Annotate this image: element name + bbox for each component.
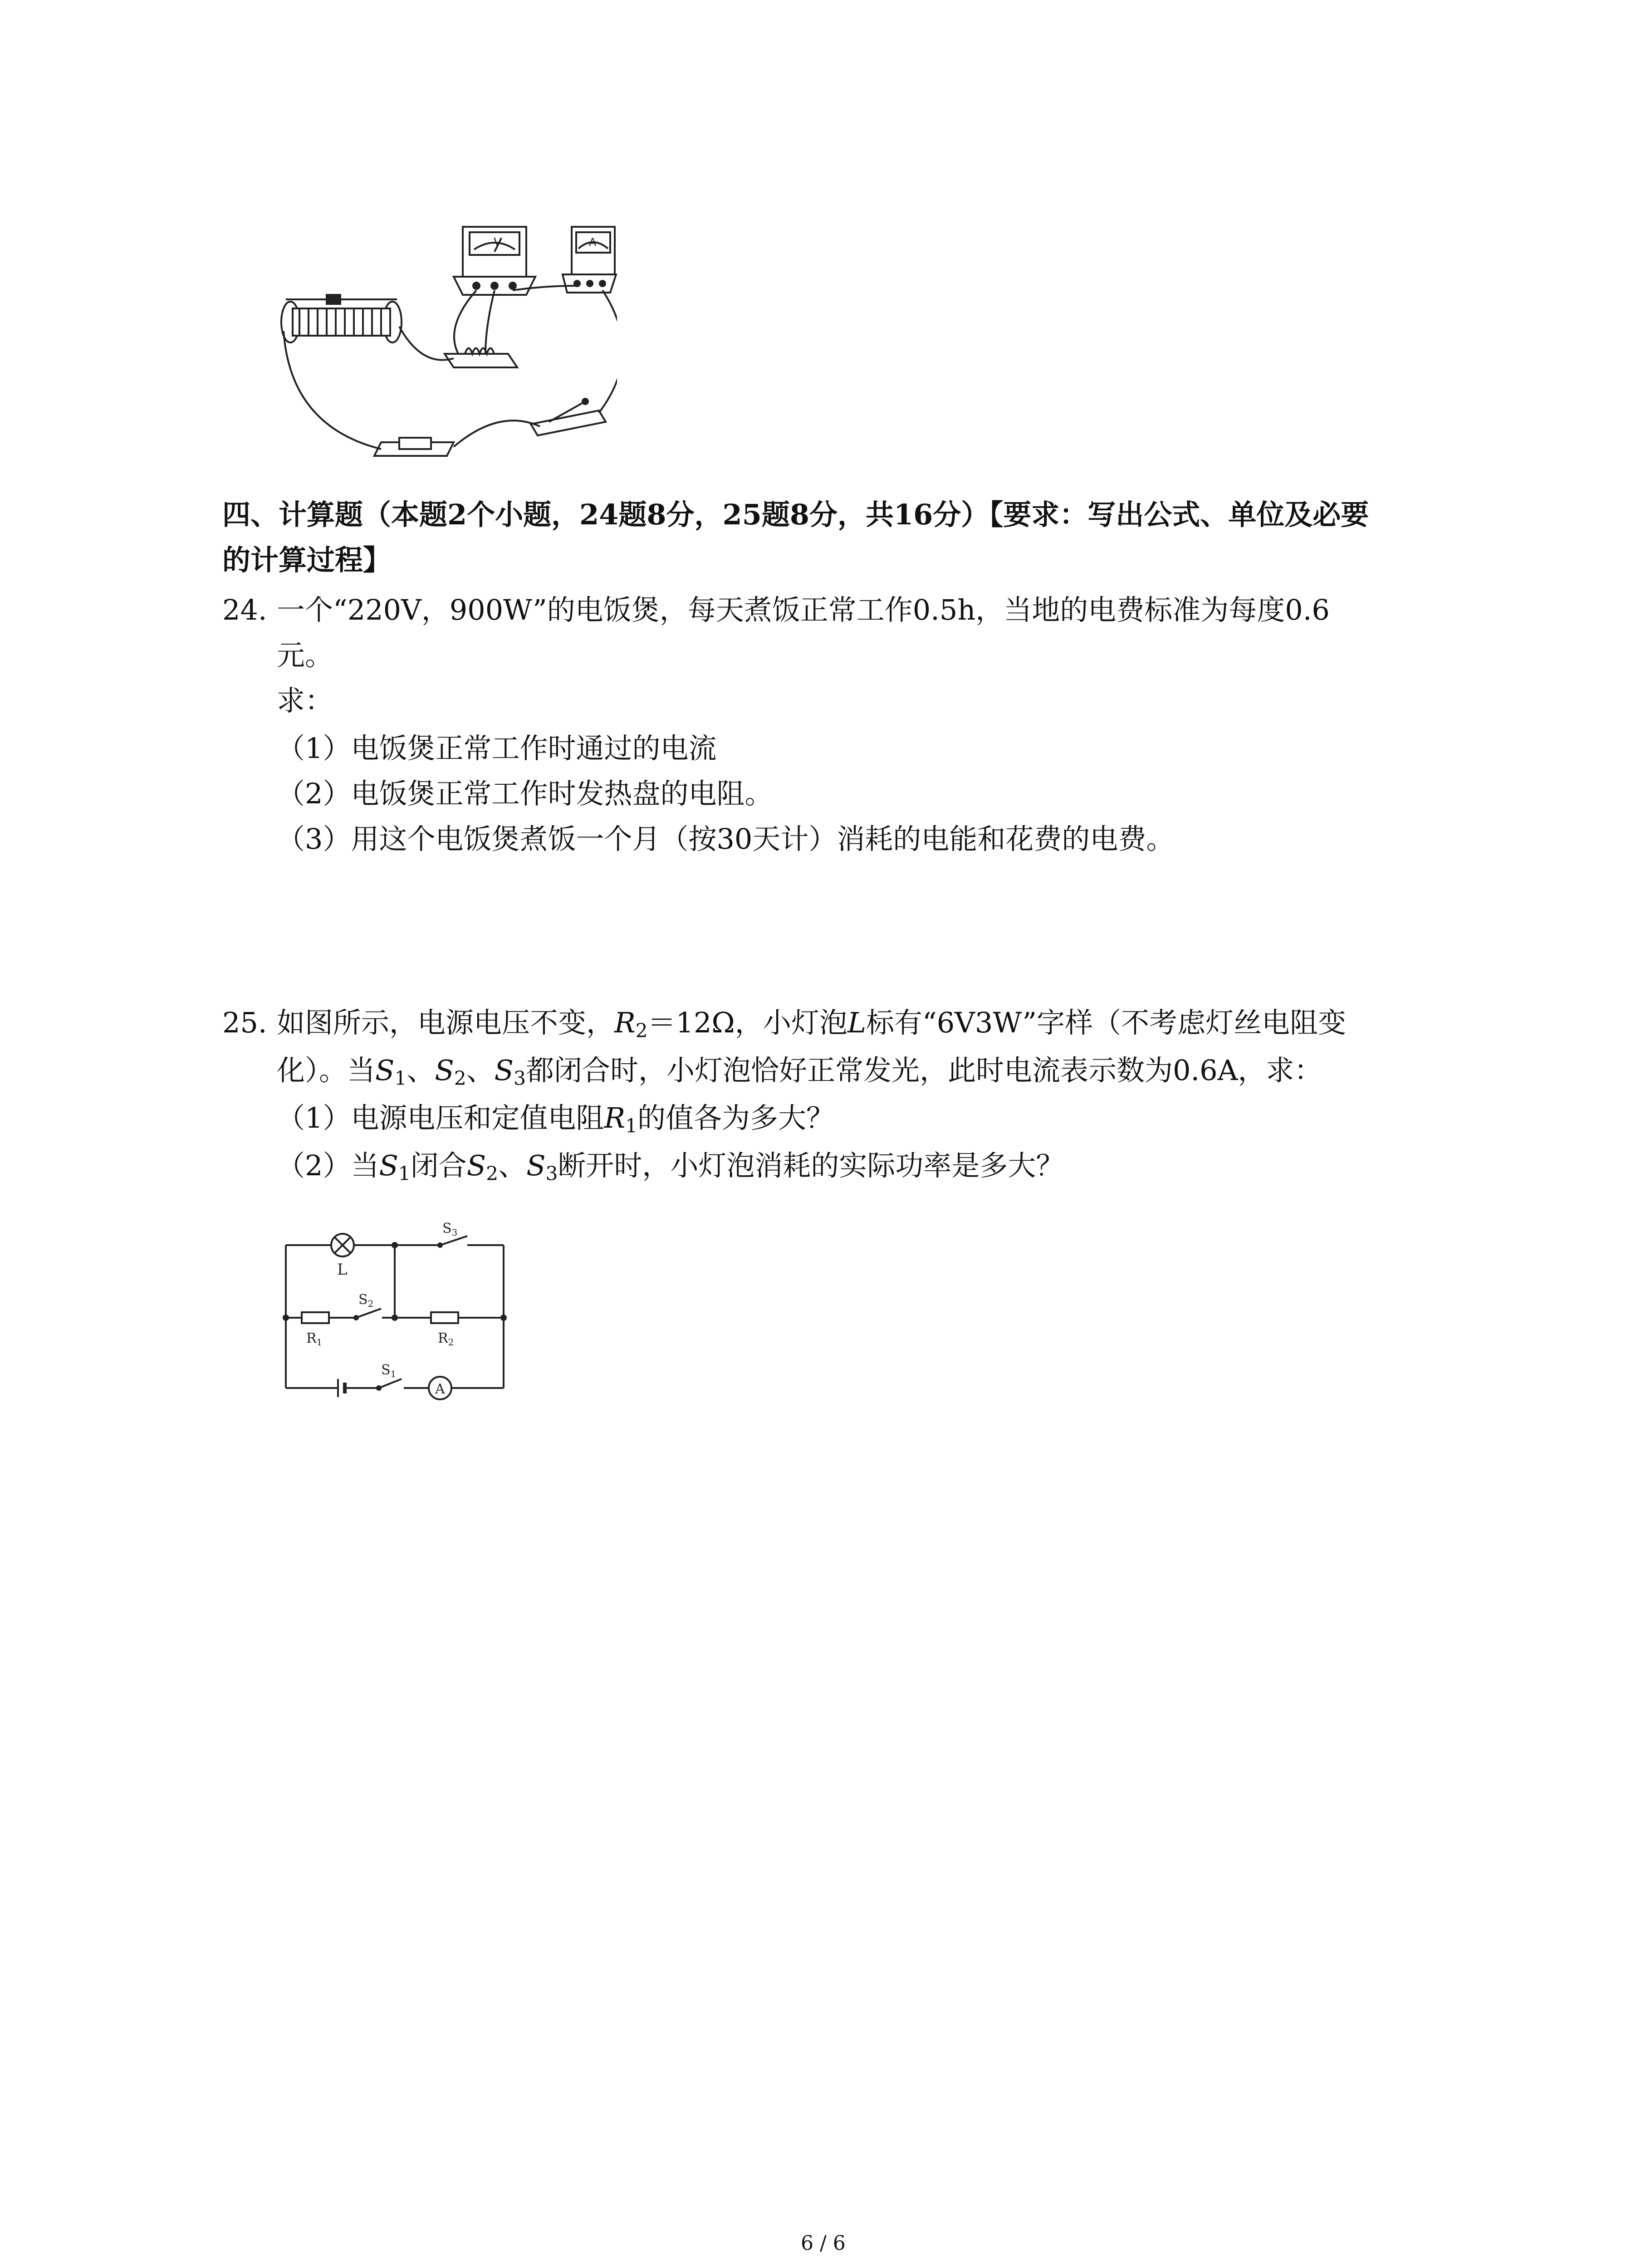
lamp-label: L [337, 1261, 348, 1279]
s1-switch-icon [377, 1379, 402, 1390]
rheostat-icon [281, 295, 402, 342]
svg-text:R2: $R_2$ [438, 1330, 454, 1348]
r2-label: R [438, 1330, 448, 1346]
q25-item-1: （1）电源电压和定值电阻$R_1$的值各为多大？ [277, 1101, 834, 1137]
q25-line2: 化）。当$S_1$、$S_2$、$S_3$都闭合时，小灯泡恰好正常发光，此时电流表示数为0.6A，求： [277, 1054, 1323, 1090]
r1-resistor-icon [302, 1312, 329, 1323]
q24-item-3: （3）用这个电饭煲煮饭一个月（按30天计）消耗的电能和花费的电费。 [277, 822, 1175, 855]
r2-resistor-icon [431, 1312, 458, 1323]
r1-label: R [306, 1330, 317, 1346]
apparatus-illustration [272, 218, 617, 472]
s3-label: S [442, 1221, 452, 1237]
section-heading-line1: 四、计算题（本题2个小题，24题8分，25题8分，共16分）【要求：写出公式、单位及必要 [222, 498, 1369, 531]
ammeter-meter-label: A [589, 236, 597, 249]
lamp-icon [331, 1234, 354, 1256]
q24-ask: 求： [277, 684, 333, 717]
q25-line1: 如图所示，电源电压不变，$R_2=12\Omega$，小灯泡L标有“6V3W”字样（不考虑灯丝电阻变 [277, 1006, 1346, 1042]
svg-text:S1: $S_1$ [381, 1362, 397, 1379]
ammeter-label: A [435, 1381, 445, 1397]
s2-label: S [358, 1292, 368, 1308]
battery-icon [374, 438, 454, 456]
s2-switch-icon [354, 1309, 381, 1320]
q24-stem-line2: 元。 [277, 639, 333, 672]
svg-text:S2: $S_2$ [358, 1292, 374, 1309]
s1-label: S [381, 1362, 391, 1378]
section-heading-line2: 的计算过程】 [222, 543, 392, 577]
voltmeter-label: V [494, 236, 502, 249]
q24-item-1: （1）电饭煲正常工作时通过的电流 [277, 732, 717, 765]
coil-icon [445, 348, 517, 368]
svg-text:S3: $S_3$ [442, 1221, 458, 1238]
q25-item-2: （2）当$S_1$闭合$S_2$、$S_3$断开时，小灯泡消耗的实际功率是多大？ [277, 1149, 1064, 1185]
q24-number: 24. [222, 593, 267, 626]
svg-text:R1: $R_1$ [306, 1330, 323, 1348]
battery-cell-icon [338, 1379, 345, 1397]
knife-switch-icon [531, 399, 606, 435]
circuit-diagram [277, 1220, 513, 1402]
page-number: 6 / 6 [801, 2232, 846, 2255]
q25-number: 25. [222, 1006, 267, 1039]
q24-stem-line1: 一个“220V，900W”的电饭煲，每天煮饭正常工作0.5h，当地的电费标准为每度0.6 [277, 593, 1330, 626]
q24-item-2: （2）电饭煲正常工作时发热盘的电阻。 [277, 777, 773, 810]
